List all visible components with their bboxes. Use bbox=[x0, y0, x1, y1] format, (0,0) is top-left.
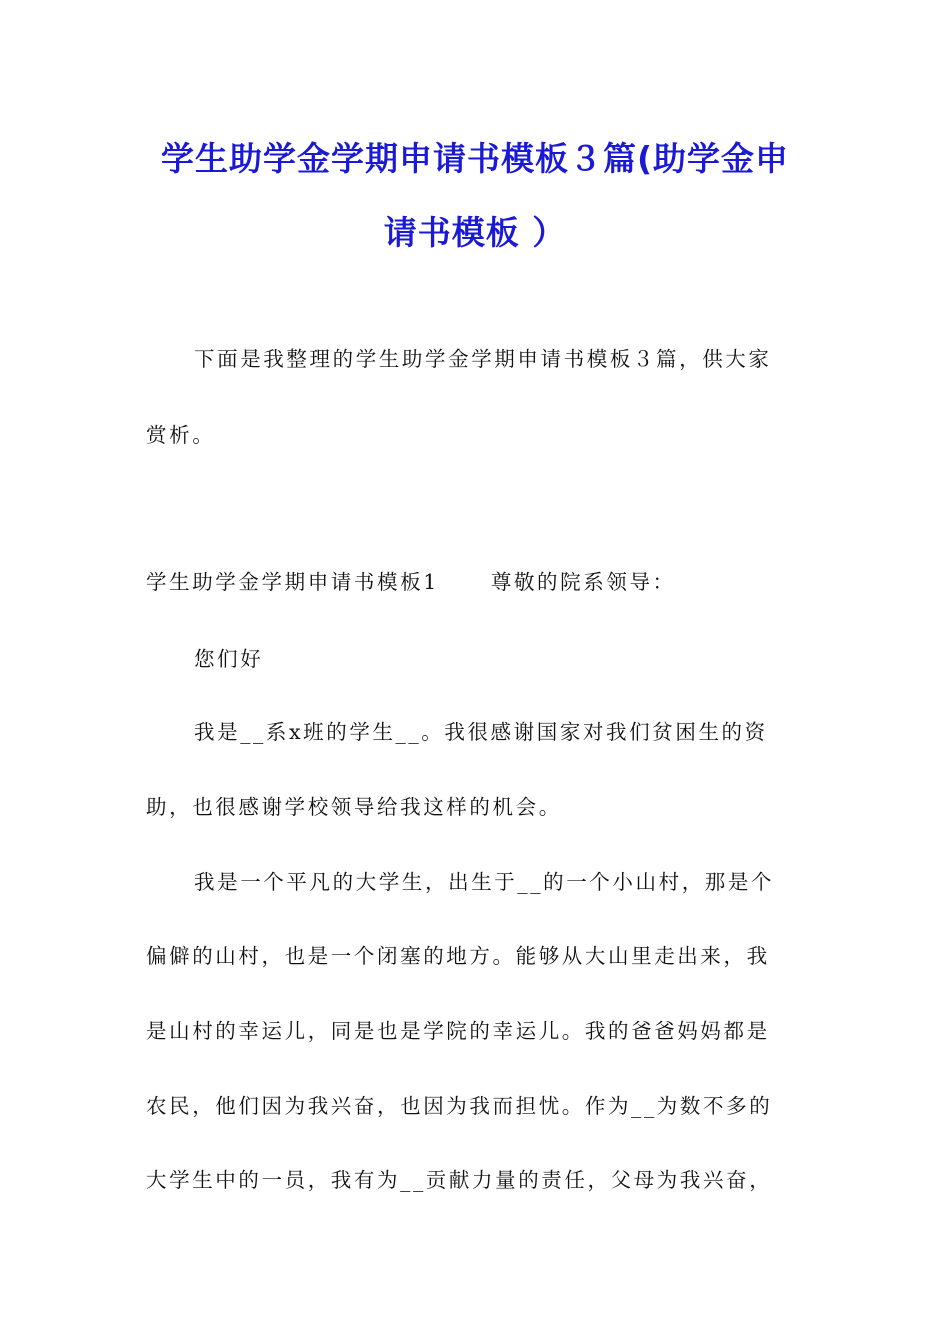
paragraph-2-line-5: 大学生中的一员，我有为__贡献力量的责任，父母为我兴奋， bbox=[146, 1168, 773, 1192]
document-title-line-2: 请书模板 ） bbox=[383, 213, 567, 252]
paragraph-2-line-4: 农民，他们因为我兴奋，也因为我而担忧。作为__为数不多的 bbox=[146, 1094, 773, 1118]
paragraph-2-line-2: 偏僻的山村，也是一个闭塞的地方。能够从大山里走出来，我 bbox=[146, 944, 770, 968]
paragraph-2-line-3: 是山村的幸运儿，同是也是学院的幸运儿。我的爸爸妈妈都是 bbox=[146, 1019, 770, 1043]
salutation: 尊敬的院系领导： bbox=[490, 570, 676, 594]
document-title-line-1: 学生助学金学期申请书模板３篇(助学金申 bbox=[160, 139, 790, 178]
section-heading-row bbox=[146, 568, 811, 596]
paragraph-1-line-1: 我是__系x班的学生__。我很感谢国家对我们贫困生的资 bbox=[194, 720, 768, 744]
greeting: 您们好 bbox=[194, 647, 264, 671]
intro-paragraph-line-2: 赏析。 bbox=[146, 423, 216, 447]
paragraph-1-line-2: 助，也很感谢学校领导给我这样的机会。 bbox=[146, 795, 562, 819]
section-heading: 学生助学金学期申请书模板1 bbox=[146, 570, 439, 594]
paragraph-2-line-1: 我是一个平凡的大学生，出生于__的一个小山村，那是个 bbox=[194, 870, 775, 894]
intro-paragraph-line-1: 下面是我整理的学生助学金学期申请书模板３篇，供大家 bbox=[194, 347, 772, 371]
